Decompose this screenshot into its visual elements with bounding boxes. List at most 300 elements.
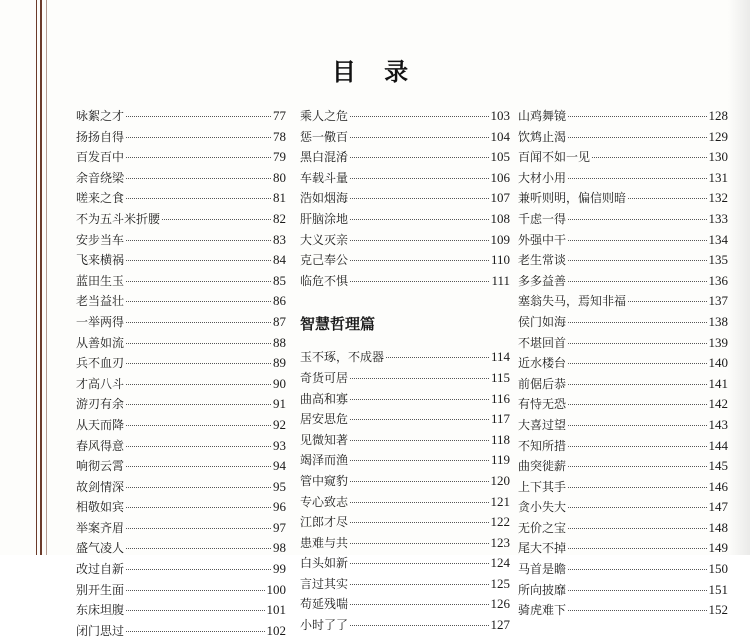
dot-leader <box>350 603 488 605</box>
dot-leader <box>126 445 271 447</box>
dot-leader <box>126 506 271 508</box>
toc-entry <box>300 188 510 209</box>
toc-page-number: 97 <box>273 519 286 535</box>
toc-page-number: 135 <box>708 252 728 268</box>
toc-entry <box>76 230 286 251</box>
toc-entry-title: 故剑情深 <box>76 479 125 494</box>
toc-page-number: 118 <box>490 431 510 447</box>
dot-leader <box>350 480 488 482</box>
toc-page-number: 80 <box>273 169 286 185</box>
toc-entry <box>300 271 510 292</box>
toc-page-number: 89 <box>273 355 286 371</box>
toc-page-number: 87 <box>273 313 286 329</box>
dot-leader <box>126 424 271 426</box>
toc-entry-title: 千虑一得 <box>518 211 567 226</box>
toc-entry-title: 外强中干 <box>518 232 567 247</box>
toc-entry-title: 无价之宝 <box>518 520 567 535</box>
toc-page-number: 145 <box>708 458 728 474</box>
toc-entry-title: 塞翁失马，焉知非福 <box>518 294 627 309</box>
toc-entry <box>76 312 286 333</box>
dot-leader <box>568 609 706 611</box>
dot-leader <box>350 218 488 220</box>
toc-entry-title: 盛气凌人 <box>76 541 125 556</box>
dot-leader <box>126 568 271 570</box>
toc-page-number: 140 <box>708 355 728 371</box>
toc-entry <box>76 580 286 601</box>
toc-entry-title: 骑虎难下 <box>518 603 567 618</box>
dot-leader <box>350 156 488 158</box>
toc-page-number: 101 <box>266 602 286 618</box>
toc-entry <box>518 106 728 127</box>
toc-entry-title: 大义灭亲 <box>300 232 349 247</box>
toc-page-number: 143 <box>708 416 728 432</box>
toc-page-number: 150 <box>708 561 728 577</box>
toc-entry-title: 上下其手 <box>518 479 567 494</box>
toc-entry <box>518 271 728 292</box>
toc-page-number: 126 <box>490 596 510 612</box>
toc-page-number: 104 <box>490 128 510 144</box>
dot-leader <box>568 239 706 241</box>
toc-page-number: 82 <box>273 210 286 226</box>
toc-entry-title: 惩一儆百 <box>300 129 349 144</box>
dot-leader <box>350 459 489 461</box>
toc-entry-title: 一举两得 <box>76 314 125 329</box>
dot-leader <box>126 300 271 302</box>
toc-column-2 <box>300 106 510 636</box>
dot-leader <box>350 377 489 379</box>
dot-leader <box>592 156 706 158</box>
dot-leader <box>568 589 706 591</box>
toc-page-number: 129 <box>708 128 728 144</box>
toc-entry <box>300 347 510 368</box>
dot-leader <box>568 568 706 570</box>
dot-leader <box>350 398 489 400</box>
toc-entry <box>518 415 728 436</box>
dot-leader <box>126 280 271 282</box>
dot-leader <box>126 609 264 611</box>
dot-leader <box>126 362 271 364</box>
toc-entry-title: 马首是瞻 <box>518 562 567 577</box>
dot-leader <box>350 259 489 261</box>
dot-leader <box>628 197 706 199</box>
toc-page-number: 115 <box>490 369 510 385</box>
toc-page-number: 130 <box>708 149 728 165</box>
toc-page-number: 139 <box>708 334 728 350</box>
toc-entry-title: 大喜过望 <box>518 417 567 432</box>
dot-leader <box>350 418 489 420</box>
dot-leader <box>126 527 271 529</box>
toc-entry <box>300 512 510 533</box>
toc-column-3 <box>518 106 728 621</box>
toc-page-number: 86 <box>273 293 286 309</box>
toc-entry <box>300 615 510 636</box>
toc-entry-title: 响彻云霄 <box>76 459 125 474</box>
toc-entry-title: 言过其实 <box>300 576 349 591</box>
toc-entry-title: 饮鸩止渴 <box>518 129 567 144</box>
toc-page-number: 146 <box>708 478 728 494</box>
toc-page-number: 103 <box>490 108 510 123</box>
toc-entry-title: 肝脑涂地 <box>300 211 349 226</box>
toc-page-number: 116 <box>490 390 510 406</box>
toc-page-number: 120 <box>490 472 510 488</box>
toc-page-number: 90 <box>273 375 286 391</box>
toc-entry-title: 专心致志 <box>300 494 349 509</box>
toc-entry <box>300 209 510 230</box>
dot-leader <box>350 521 488 523</box>
toc-page-number: 79 <box>273 149 286 165</box>
toc-entry <box>76 621 286 641</box>
dot-leader <box>568 383 706 385</box>
dot-leader <box>350 583 488 585</box>
toc-entry-title: 临危不惧 <box>300 273 349 288</box>
toc-page-number: 98 <box>273 540 286 556</box>
toc-page-number: 134 <box>708 231 728 247</box>
toc-entry <box>518 333 728 354</box>
dot-leader <box>126 342 271 344</box>
toc-page-number: 132 <box>708 190 728 206</box>
toc-entry <box>300 368 510 389</box>
toc-page-number: 91 <box>273 396 286 412</box>
toc-entry <box>518 600 728 621</box>
dot-leader <box>350 197 488 199</box>
toc-entry <box>518 456 728 477</box>
toc-entry-title: 居安思危 <box>300 412 349 427</box>
toc-page-number: 144 <box>708 437 728 453</box>
dot-leader <box>568 115 706 117</box>
toc-page-number: 147 <box>708 499 728 515</box>
toc-entry-title: 苟延残喘 <box>300 597 349 612</box>
toc-page-number: 117 <box>490 411 510 427</box>
toc-page-number: 93 <box>273 437 286 453</box>
toc-page-number: 124 <box>490 555 510 571</box>
toc-entry <box>300 430 510 451</box>
toc-entry-title: 嗟来之食 <box>76 191 125 206</box>
toc-entry-title: 见微知著 <box>300 432 349 447</box>
toc-page-number: 105 <box>490 149 510 165</box>
toc-entry-title: 奇货可居 <box>300 370 349 385</box>
toc-page-number: 122 <box>490 514 510 530</box>
toc-entry <box>518 188 728 209</box>
dot-leader <box>126 589 264 591</box>
toc-entry-title: 老当益壮 <box>76 294 125 309</box>
dot-leader <box>126 259 271 261</box>
toc-entry-title: 近水楼台 <box>518 356 567 371</box>
toc-entry-title: 蓝田生玉 <box>76 273 125 288</box>
toc-entry <box>76 518 286 539</box>
toc-entry <box>518 538 728 559</box>
toc-entry <box>300 409 510 430</box>
toc-entry-title: 小时了了 <box>300 618 349 633</box>
toc-page-number: 149 <box>708 540 728 556</box>
dot-leader <box>126 321 271 323</box>
dot-leader <box>568 547 706 549</box>
toc-page-number: 110 <box>490 252 510 268</box>
toc-page-number: 83 <box>273 231 286 247</box>
toc-entry <box>518 127 728 148</box>
toc-entry <box>76 209 286 230</box>
toc-entry <box>76 559 286 580</box>
toc-entry-title: 贪小失大 <box>518 500 567 515</box>
toc-page-number: 152 <box>708 602 728 618</box>
toc-entry <box>76 291 286 312</box>
toc-entry-title: 江郎才尽 <box>300 515 349 530</box>
toc-entry <box>300 147 510 168</box>
dot-leader <box>568 321 706 323</box>
toc-entry-title: 管中窥豹 <box>300 473 349 488</box>
dot-leader <box>350 239 488 241</box>
toc-entry-title: 老生常谈 <box>518 253 567 268</box>
toc-page-number: 114 <box>490 349 510 365</box>
toc-column-1 <box>76 106 286 641</box>
toc-entry-title: 浩如烟海 <box>300 191 349 206</box>
toc-entry-title: 闭门思过 <box>76 623 125 638</box>
dot-leader <box>568 177 706 179</box>
toc-entry <box>518 230 728 251</box>
dot-leader <box>568 506 706 508</box>
toc-entry <box>518 147 728 168</box>
toc-entry-title: 曲高和寡 <box>300 391 349 406</box>
toc-entry <box>518 250 728 271</box>
toc-page-number: 128 <box>708 108 728 123</box>
toc-entry-title: 车载斗量 <box>300 170 349 185</box>
toc-entry <box>300 230 510 251</box>
dot-leader <box>350 177 488 179</box>
toc-entry <box>76 250 286 271</box>
dot-leader <box>628 300 706 302</box>
toc-entry <box>518 374 728 395</box>
toc-entry <box>518 518 728 539</box>
section-heading: 智慧哲理篇 <box>300 315 376 334</box>
toc-entry-title: 玉不琢，不成器 <box>300 350 385 365</box>
toc-entry <box>518 394 728 415</box>
toc-entry-title: 竭泽而渔 <box>300 453 349 468</box>
toc-entry-title: 余音绕梁 <box>76 170 125 185</box>
toc-entry <box>76 456 286 477</box>
dot-leader <box>126 115 271 117</box>
toc-entry <box>76 271 286 292</box>
toc-entry-title: 曲突徙薪 <box>518 459 567 474</box>
toc-entry <box>518 497 728 518</box>
toc-entry <box>300 574 510 595</box>
toc-entry <box>518 209 728 230</box>
dot-leader <box>568 259 706 261</box>
toc-entry-title: 咏絮之才 <box>76 109 125 123</box>
toc-entry-title: 前倨后恭 <box>518 376 567 391</box>
toc-entry-title: 兼听则明，偏信则暗 <box>518 191 627 206</box>
toc-entry-title: 扬扬自得 <box>76 129 125 144</box>
toc-entry-title: 乘人之危 <box>300 109 349 123</box>
dot-leader <box>568 445 706 447</box>
dot-leader <box>568 136 706 138</box>
toc-entry <box>76 147 286 168</box>
toc-page-number: 107 <box>490 190 510 206</box>
toc-entry <box>76 497 286 518</box>
toc-entry-title: 安步当车 <box>76 232 125 247</box>
toc-entry-title: 白头如新 <box>300 556 349 571</box>
toc-entry-title: 飞来横祸 <box>76 253 125 268</box>
toc-entry <box>300 389 510 410</box>
toc-entry <box>518 291 728 312</box>
toc-entry <box>76 353 286 374</box>
toc-page-number: 151 <box>708 581 728 597</box>
dot-leader <box>350 280 489 282</box>
toc-entry <box>76 374 286 395</box>
toc-entry <box>300 250 510 271</box>
toc-entry <box>518 353 728 374</box>
toc-entry <box>76 477 286 498</box>
toc-entry <box>518 580 728 601</box>
toc-entry-title: 不知所措 <box>518 438 567 453</box>
toc-entry-title: 山鸡舞镜 <box>518 109 567 123</box>
toc-entry-title: 游刃有余 <box>76 397 125 412</box>
toc-page-number: 123 <box>490 534 510 550</box>
toc-entry-title: 大材小用 <box>518 170 567 185</box>
toc-entry-title: 不为五斗米折腰 <box>76 211 161 226</box>
toc-page-number: 100 <box>266 581 286 597</box>
toc-page-number: 95 <box>273 478 286 494</box>
toc-entry <box>76 394 286 415</box>
toc-page-number: 96 <box>273 499 286 515</box>
dot-leader <box>350 562 488 564</box>
toc-page-number: 108 <box>490 210 510 226</box>
toc-page-number: 106 <box>490 169 510 185</box>
toc-entry <box>518 559 728 580</box>
toc-page-number: 148 <box>708 519 728 535</box>
toc-entry <box>76 127 286 148</box>
dot-leader <box>568 424 706 426</box>
dot-leader <box>568 362 706 364</box>
toc-entry <box>300 168 510 189</box>
dot-leader <box>568 403 706 405</box>
dot-leader <box>126 177 271 179</box>
toc-entry <box>518 168 728 189</box>
toc-entry <box>518 477 728 498</box>
toc-entry-title: 所向披靡 <box>518 582 567 597</box>
toc-entry <box>76 436 286 457</box>
toc-page-number: 137 <box>708 293 728 309</box>
toc-entry <box>300 594 510 615</box>
toc-entry <box>76 600 286 621</box>
toc-entry <box>76 168 286 189</box>
toc-entry-title: 黑白混淆 <box>300 150 349 165</box>
toc-page-number: 131 <box>708 169 728 185</box>
dot-leader <box>568 280 706 282</box>
page-title: 目 录 <box>331 57 419 86</box>
toc-page-number: 111 <box>491 272 510 288</box>
toc-entry <box>76 538 286 559</box>
toc-page-number: 85 <box>273 272 286 288</box>
toc-entry-title: 从天而降 <box>76 417 125 432</box>
toc-page-number: 84 <box>273 252 286 268</box>
toc-page-number: 133 <box>708 210 728 226</box>
toc-entry <box>76 333 286 354</box>
toc-entry <box>76 188 286 209</box>
toc-entry-title: 患难与共 <box>300 535 349 550</box>
toc-entry-title: 改过自新 <box>76 562 125 577</box>
dot-leader <box>126 383 271 385</box>
dot-leader <box>126 239 271 241</box>
toc-page-number: 127 <box>490 617 510 633</box>
toc-entry-title: 不堪回首 <box>518 335 567 350</box>
toc-page-number: 99 <box>273 561 286 577</box>
dot-leader <box>386 356 489 358</box>
toc-entry <box>300 492 510 513</box>
dot-leader <box>126 156 271 158</box>
dot-leader <box>126 486 271 488</box>
toc-page-number: 141 <box>708 375 728 391</box>
toc-entry <box>300 106 510 127</box>
toc-entry-title: 百闻不如一见 <box>518 150 591 165</box>
toc-page-number: 78 <box>273 128 286 144</box>
toc-page-number: 109 <box>490 231 510 247</box>
toc-entry-title: 多多益善 <box>518 273 567 288</box>
toc-entry-title: 别开生面 <box>76 582 125 597</box>
toc-entry <box>76 106 286 127</box>
dot-leader <box>350 501 488 503</box>
toc-entry-title: 从善如流 <box>76 335 125 350</box>
toc-entry-title: 相敬如宾 <box>76 500 125 515</box>
dot-leader <box>126 547 271 549</box>
toc-entry-title: 兵不血刃 <box>76 356 125 371</box>
toc-page-number: 119 <box>490 452 510 468</box>
toc-page-number: 94 <box>273 458 286 474</box>
toc-entry <box>300 471 510 492</box>
toc-page-number: 92 <box>273 416 286 432</box>
dot-leader <box>126 197 271 199</box>
toc-entry <box>300 533 510 554</box>
toc-page-number: 88 <box>273 334 286 350</box>
dot-leader <box>162 218 271 220</box>
toc-entry-title: 尾大不掉 <box>518 541 567 556</box>
toc-page-number: 142 <box>708 396 728 412</box>
toc-entry-title: 克己奉公 <box>300 253 349 268</box>
dot-leader <box>350 542 488 544</box>
toc-page-number: 125 <box>490 575 510 591</box>
toc-page-number: 121 <box>490 493 510 509</box>
toc-entry-title: 举案齐眉 <box>76 520 125 535</box>
dot-leader <box>350 439 489 441</box>
dot-leader <box>350 136 488 138</box>
toc-page-number: 77 <box>273 108 286 123</box>
toc-entry-title: 才高八斗 <box>76 376 125 391</box>
toc-page-number: 81 <box>273 190 286 206</box>
dot-leader <box>568 465 706 467</box>
toc-entry-title: 侯门如海 <box>518 314 567 329</box>
dot-leader <box>126 136 271 138</box>
toc-entry <box>300 553 510 574</box>
toc-entry <box>518 436 728 457</box>
toc-entry-title: 东床坦腹 <box>76 603 125 618</box>
dot-leader <box>568 486 706 488</box>
dot-leader <box>350 115 488 117</box>
dot-leader <box>568 342 706 344</box>
dot-leader <box>126 403 271 405</box>
toc-entry <box>300 127 510 148</box>
toc-entry <box>518 312 728 333</box>
toc-entry-title: 有恃无恐 <box>518 397 567 412</box>
toc-entry-title: 春风得意 <box>76 438 125 453</box>
dot-leader <box>568 218 706 220</box>
dot-leader <box>126 465 271 467</box>
toc-entry-title: 百发百中 <box>76 150 125 165</box>
toc-page-number: 138 <box>708 313 728 329</box>
toc-entry <box>76 415 286 436</box>
toc-page-number: 136 <box>708 272 728 288</box>
dot-leader <box>568 527 706 529</box>
toc-entry <box>300 450 510 471</box>
dot-leader <box>126 630 264 632</box>
dot-leader <box>350 624 488 626</box>
